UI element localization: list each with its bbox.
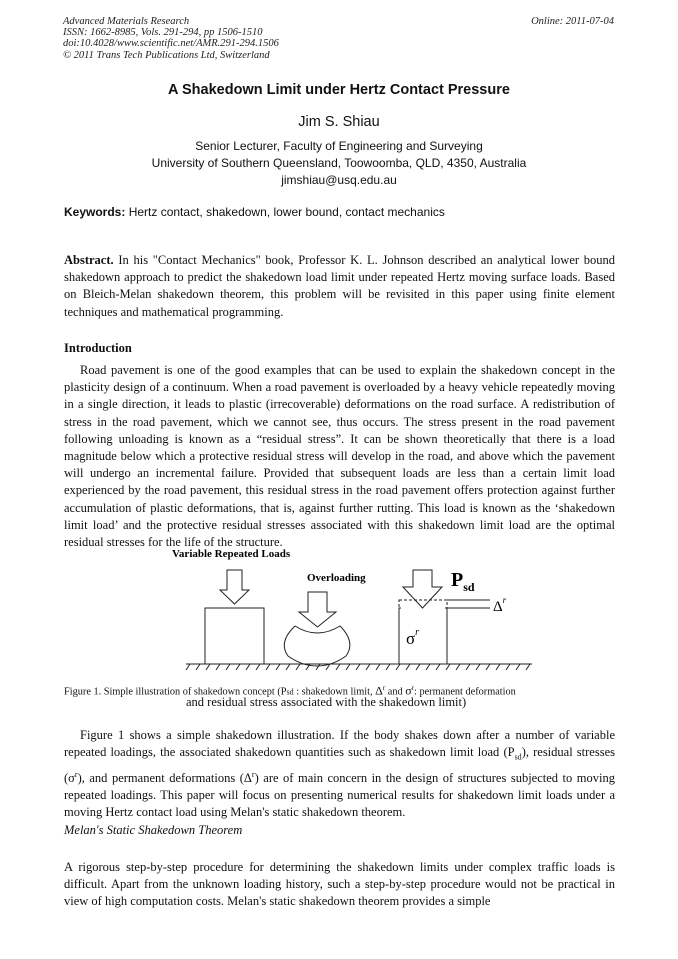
caption-text-c: : permanent deformation [414, 686, 516, 698]
journal-header [63, 16, 279, 61]
abstract [64, 252, 615, 321]
fig-text-sd: sd [514, 752, 522, 762]
label-overloading: Overloading [307, 572, 366, 584]
fig-text-r2: r [251, 769, 255, 779]
keywords-text: Hertz contact, shakedown, lower bound, contact mechanics [128, 205, 445, 219]
label-psd: $P_{sd}$ [451, 569, 475, 594]
section-heading-introduction: Introduction [64, 341, 132, 355]
ground-hatching [186, 664, 532, 670]
melan-paragraph: A rigorous step-by-step procedure for determining the shakedown limits under complex traffic loads is difficult. Apart from the unknown loading history, such a step-by-step procedure would not be practical in view of high computation costs. Melan's static shakedown theorem provides a simple [64, 860, 615, 909]
arrow-down-icon [220, 570, 249, 604]
figure-discussion-paragraph [64, 727, 615, 822]
caption-sd: sd [286, 687, 294, 697]
caption-and: and [385, 686, 406, 698]
arrow-down-icon [299, 592, 336, 627]
block-overloading [284, 592, 350, 666]
journal-name: Advanced Materials Research [63, 16, 190, 27]
label-variable-repeated-loads: Variable Repeated Loads [172, 548, 291, 560]
fig-text-r1: r [74, 769, 78, 779]
caption-r2: r [411, 684, 415, 692]
introduction-paragraph: Road pavement is one of the good examples that can be used to explain the shakedown concept in the plasticity design of a continuum. When a road pavement is overloaded by a heavy vehicle repeatedly moving in a single direction, it leads to plastic (irrecoverable) deformations on the road surface. A redistribution of stress in the road pavement, which we cannot see, thus occurs. The stress present in the road pavement following unloading is known as a “residual stress”. It can be shown theoretically that there is a load magnitude below which a protective residual stress will develop in the road, and above which the pavement will undergo an incremental failure. Provided that subsequent loads are less than a certain limit load experienced by the road pavement, this residual stress in the road pavement offers protection against further accumulation of plastic deformations, that is, against further rutting. This load is known as the ‘shakedown limit load’ and the protective residual stresses associated with this shakedown limit load are the optimal residual stresses for the life of the structure. [64, 363, 615, 550]
author-email: jimshiau@usq.edu.au [281, 173, 397, 187]
block-elastic [205, 570, 264, 664]
fig-text-a: Figure 1 shows a simple shakedown illustration. If the body shakes down after a number of variable repeated loadings, the associated shakedown quantities such as shakedown limit load (P [64, 728, 615, 760]
caption-text-a: Figure 1. Simple illustration of shakedown concept (P [64, 686, 287, 698]
doi-line: doi:10.4028/www.scientific.net/AMR.291-294.1506 [63, 38, 279, 50]
label-sigma-r: $\sigma^r$ [406, 627, 420, 648]
block-shakedown [399, 570, 490, 664]
online-date: Online: 2011-07-04 [531, 16, 614, 27]
figure-1 [170, 542, 540, 678]
keywords [64, 205, 445, 219]
label-delta-r: $\Delta^r$ [493, 595, 507, 615]
abstract-label: Abstract. [64, 253, 114, 267]
abstract-text: In his "Contact Mechanics" book, Professor K. L. Johnson described an analytical lower bound shakedown approach to predict the shakedown load limit under repeated Hertz moving surface loads. Based on Bleich-Melan shakedown theorem, this problem will be revisited in this paper using finite element techniques and mathematical programming. [64, 253, 616, 319]
issn-line: ISSN: 1662-8985, Vols. 291-294, pp 1506-1510 [63, 27, 263, 39]
paper-title: A Shakedown Limit under Hertz Contact Pressure [168, 82, 510, 98]
arrow-down-icon [403, 570, 442, 608]
author-name: Jim S. Shiau [298, 114, 380, 130]
copyright-line: © 2011 Trans Tech Publications Ltd, Switzerland [63, 49, 270, 61]
caption-delta: Δ [375, 683, 383, 698]
caption-sigma: σ [405, 683, 412, 698]
section-heading-melan: Melan's Static Shakedown Theorem [64, 823, 243, 837]
figure-1-caption-line-2: and residual stress associated with the shakedown limit) [186, 695, 467, 709]
keywords-label: Keywords: [64, 205, 126, 219]
fig-text-d: ) are of main concern in the design of structures subjected to moving repeated loadings. This paper will focus on presenting numerical results for shakedown limit loads under a moving Hertz contact load using Melan's static shakedown theorem. [64, 771, 615, 820]
caption-text-b: : shakedown limit, [293, 686, 376, 698]
fig-text-c: ), and permanent deformations (Δ [77, 771, 252, 786]
deformed-body [284, 626, 350, 666]
author-position: Senior Lecturer, Faculty of Engineering and Surveying [195, 139, 483, 153]
fig-text-b: ), residual stresses (σ [64, 745, 615, 786]
caption-r1: r [382, 684, 386, 692]
author-university: University of Southern Queensland, Toowoomba, QLD, 4350, Australia [151, 156, 527, 170]
